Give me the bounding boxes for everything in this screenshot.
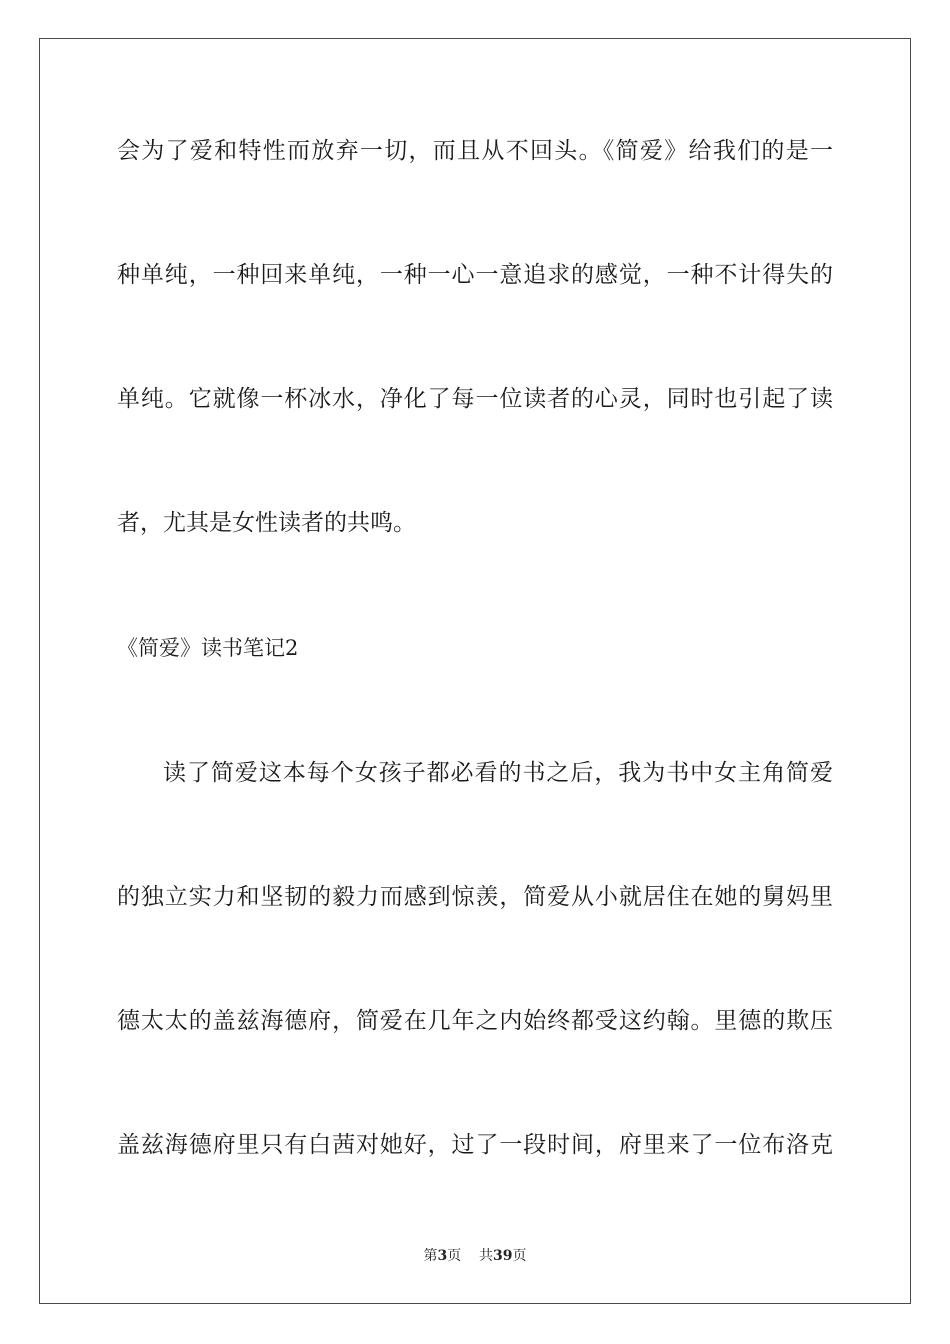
total-prefix: 共 [479, 1248, 494, 1264]
section-heading: 《简爱》读书笔记2 [117, 636, 299, 660]
body-text-line: 盖兹海德府里只有白茜对她好，过了一段时间，府里来了一位布洛克 [117, 1132, 833, 1158]
body-text-line: 单纯。它就像一杯冰水，净化了每一位读者的心灵，同时也引起了读 [117, 386, 833, 412]
body-text-line: 种单纯，一种回来单纯，一种一心一意追求的感觉，一种不计得失的 [117, 262, 833, 288]
page-frame [39, 38, 911, 1304]
body-text-line: 会为了爱和特性而放弃一切，而且从不回头。《简爱》给我们的是一 [117, 138, 833, 164]
body-text-line: 的独立实力和坚韧的毅力而感到惊羡，简爱从小就居住在她的舅妈里 [117, 884, 833, 910]
total-pages: 39 [493, 1248, 513, 1264]
page-footer [0, 1246, 950, 1266]
page-suffix: 页 [447, 1248, 462, 1264]
page-prefix: 第 [423, 1248, 438, 1264]
body-text-line: 读了简爱这本每个女孩子都必看的书之后，我为书中女主角简爱 [163, 760, 833, 786]
body-text-line: 德太太的盖兹海德府，简爱在几年之内始终都受这约翰。里德的欺压 [117, 1008, 833, 1034]
page-number: 3 [437, 1248, 448, 1264]
body-text-line: 者，尤其是女性读者的共鸣。 [117, 510, 416, 536]
total-suffix: 页 [512, 1248, 527, 1264]
